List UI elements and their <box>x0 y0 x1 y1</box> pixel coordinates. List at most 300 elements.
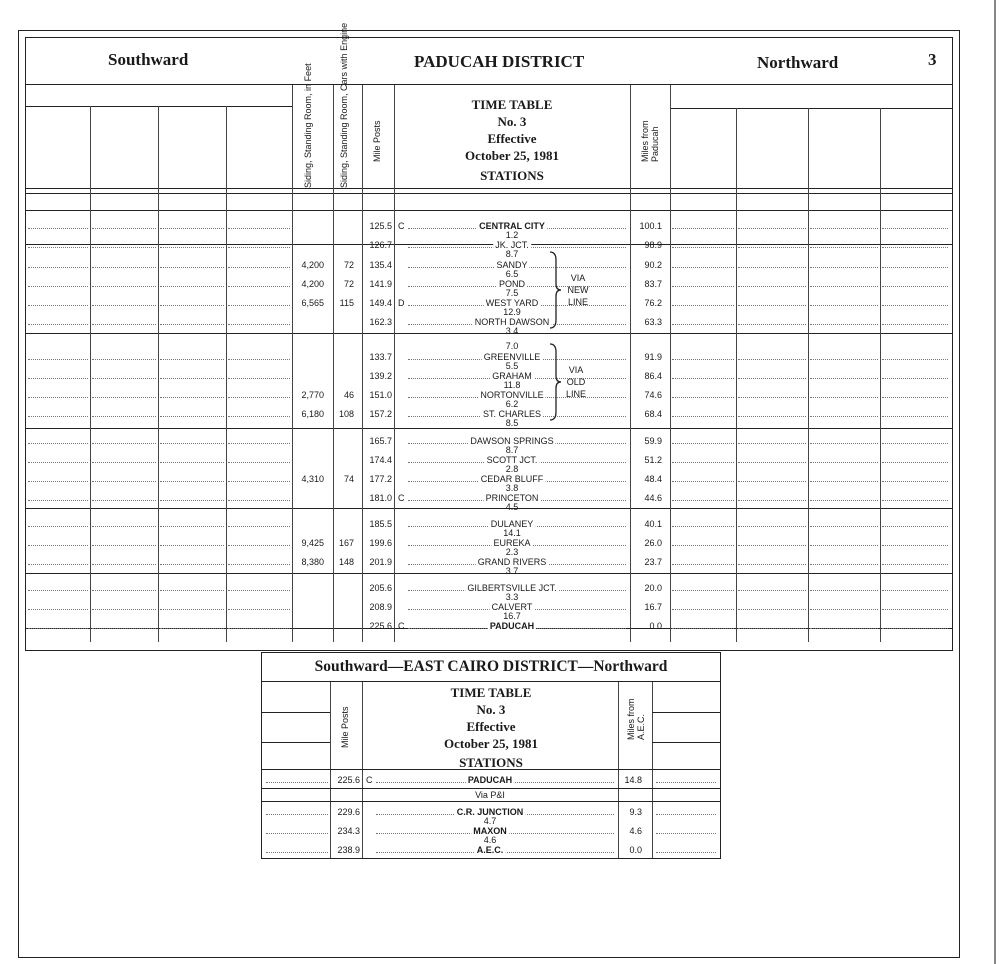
dot-leader <box>92 286 156 287</box>
dot-leader <box>882 443 948 444</box>
dot-leader <box>160 228 224 229</box>
stations-label: STATIONS <box>480 168 544 183</box>
dot-leader <box>882 397 948 398</box>
ec-rule <box>262 801 720 802</box>
dot-leader <box>92 609 156 610</box>
mile-posts-header: Mile Posts <box>372 120 382 162</box>
dot-leader <box>810 564 878 565</box>
dot-leader <box>28 590 88 591</box>
dot-leader <box>672 247 734 248</box>
dot-leader <box>738 416 806 417</box>
dot-leader <box>738 462 806 463</box>
dot-leader <box>228 500 290 501</box>
miles-from-value: 63.3 <box>644 317 662 327</box>
ec-rule <box>262 742 330 743</box>
mile-post-value: 125.5 <box>369 221 392 231</box>
mile-post-value: 199.6 <box>369 538 392 548</box>
siding-feet-value: 6,565 <box>301 298 324 308</box>
dot-leader <box>810 443 878 444</box>
dot-leader <box>882 481 948 482</box>
dot-leader <box>672 564 734 565</box>
dot-leader <box>738 378 806 379</box>
ec-stations-label: STATIONS <box>459 755 523 770</box>
dot-leader <box>160 564 224 565</box>
dot-leader <box>160 545 224 546</box>
ec-timetable-header <box>366 684 616 771</box>
dot-leader <box>160 526 224 527</box>
dot-leader <box>28 359 88 360</box>
mile-post-value: 135.4 <box>369 260 392 270</box>
station-distance: 3.8 <box>505 483 519 493</box>
ec-rule <box>652 742 720 743</box>
mile-post-value: 208.9 <box>369 602 392 612</box>
siding-cars-value: 72 <box>343 260 354 270</box>
dot-leader <box>28 564 88 565</box>
miles-from-value: 40.1 <box>644 519 662 529</box>
dot-leader <box>672 378 734 379</box>
dot-leader <box>882 228 948 229</box>
station-distance: 3.3 <box>505 592 519 602</box>
dot-leader <box>228 443 290 444</box>
miles-from-value: 23.7 <box>644 557 662 567</box>
miles-from-value: 76.2 <box>644 298 662 308</box>
dot-leader <box>228 564 290 565</box>
dot-leader <box>672 526 734 527</box>
siding-feet-value: 4,200 <box>301 260 324 270</box>
station-name: PRINCETON <box>485 493 539 503</box>
dot-leader <box>28 481 88 482</box>
ec-station-name: A.E.C. <box>476 845 504 855</box>
section-divider-1 <box>26 244 952 245</box>
ec-miles-from-value: 4.6 <box>629 826 642 836</box>
station-distance: 8.7 <box>505 249 519 259</box>
miles-from-header: Miles from Paducah <box>640 120 660 162</box>
siding-cars-value: 74 <box>343 474 354 484</box>
mile-post-value: 185.5 <box>369 519 392 529</box>
dot-leader <box>228 526 290 527</box>
dot-leader <box>810 628 878 629</box>
dot-leader <box>28 267 88 268</box>
station-distance: 2.3 <box>505 547 519 557</box>
station-distance: 1.2 <box>505 230 519 240</box>
via-old-line-label <box>562 364 590 400</box>
dot-leader <box>810 378 878 379</box>
dot-leader <box>160 609 224 610</box>
dot-leader <box>228 286 290 287</box>
dot-leader <box>160 324 224 325</box>
siding-cars-value: 115 <box>339 298 354 308</box>
dot-leader <box>738 526 806 527</box>
dot-leader <box>28 628 88 629</box>
ec-rule <box>262 712 330 713</box>
dot-leader <box>228 628 290 629</box>
col-line <box>736 108 737 642</box>
ec-miles-from-value: 0.0 <box>629 845 642 855</box>
dot-leader <box>672 324 734 325</box>
station-distance: 5.5 <box>505 361 519 371</box>
miles-from-value: 90.2 <box>644 260 662 270</box>
miles-from-value: 44.6 <box>644 493 662 503</box>
dot-leader <box>160 378 224 379</box>
mile-post-value: 205.6 <box>369 583 392 593</box>
dot-leader <box>672 305 734 306</box>
dot-leader <box>28 324 88 325</box>
dot-leader <box>672 397 734 398</box>
station-distance: 8.5 <box>505 418 519 428</box>
ec-miles-from-header: Miles from A.E.C. <box>626 698 646 740</box>
dot-leader <box>810 609 878 610</box>
dot-leader <box>160 590 224 591</box>
mile-post-value: 157.2 <box>369 409 392 419</box>
miles-from-value: 59.9 <box>644 436 662 446</box>
miles-from-value: 68.4 <box>644 409 662 419</box>
column-header-bottom <box>26 188 952 189</box>
dot-leader <box>810 590 878 591</box>
dot-leader <box>738 286 806 287</box>
dot-leader <box>28 416 88 417</box>
miles-from-value: 91.9 <box>644 352 662 362</box>
dot-leader <box>738 397 806 398</box>
dot-leader <box>738 267 806 268</box>
dot-leader <box>92 481 156 482</box>
miles-from-value: 26.0 <box>644 538 662 548</box>
station-name: SANDY <box>496 260 528 270</box>
dot-leader <box>810 397 878 398</box>
southward-label: Southward <box>108 50 189 69</box>
siding-feet-value: 8,380 <box>301 557 324 567</box>
station-distance: 3.7 <box>505 566 519 576</box>
dot-leader <box>92 416 156 417</box>
dot-leader <box>882 286 948 287</box>
station-name: CEDAR BLUFF <box>480 474 544 484</box>
dot-leader <box>672 500 734 501</box>
dot-leader <box>228 545 290 546</box>
dot-leader <box>672 628 734 629</box>
dot-leader <box>882 267 948 268</box>
dot-leader <box>882 324 948 325</box>
dot-leader <box>28 397 88 398</box>
dot-leader <box>738 545 806 546</box>
station-distance: 16.7 <box>503 611 521 621</box>
siding-cars-value: 46 <box>343 390 354 400</box>
mile-post-value: 225.6 <box>369 621 392 631</box>
ec-rule <box>262 788 720 789</box>
dot-leader <box>882 545 948 546</box>
siding-feet-value: 4,200 <box>301 279 324 289</box>
timetable-header <box>400 96 624 184</box>
via-new-line-label <box>564 272 592 308</box>
ec-station-code: C <box>366 775 373 785</box>
dot-leader <box>738 305 806 306</box>
district-title: PADUCAH DISTRICT <box>414 52 585 71</box>
ec-col-line <box>652 682 653 858</box>
dot-leader <box>882 359 948 360</box>
dot-leader <box>160 305 224 306</box>
station-name: GREENVILLE <box>483 352 541 362</box>
station-distance: 14.1 <box>503 528 521 538</box>
ec-mile-post-value: 225.6 <box>337 775 360 785</box>
ec-dot-leader <box>266 814 328 815</box>
ec-station-distance: 4.7 <box>483 816 497 826</box>
dot-leader <box>228 462 290 463</box>
dot-leader <box>160 416 224 417</box>
station-name: ST. CHARLES <box>482 409 542 419</box>
ec-dot-leader <box>656 814 716 815</box>
dot-leader <box>882 609 948 610</box>
station-name: GRAHAM <box>492 371 532 381</box>
station-distance: 12.9 <box>503 307 521 317</box>
station-name: WEST YARD <box>485 298 539 308</box>
section-divider-4 <box>26 508 952 509</box>
dot-leader <box>882 378 948 379</box>
dot-leader <box>160 481 224 482</box>
miles-from-value: 74.6 <box>644 390 662 400</box>
dot-leader <box>228 416 290 417</box>
station-code: D <box>398 298 405 308</box>
dot-leader <box>228 481 290 482</box>
col-line <box>292 85 293 642</box>
miles-from-value: 98.9 <box>644 240 662 250</box>
dot-leader <box>228 324 290 325</box>
station-distance: 3.4 <box>505 326 519 336</box>
mile-post-value: 181.0 <box>369 493 392 503</box>
dot-leader <box>882 462 948 463</box>
col-line <box>880 108 881 642</box>
dot-leader <box>810 481 878 482</box>
mile-post-value: 149.4 <box>369 298 392 308</box>
miles-from-value: 48.4 <box>644 474 662 484</box>
col-line <box>158 106 159 642</box>
northward-label: Northward <box>757 53 839 72</box>
dot-leader <box>160 443 224 444</box>
miles-from-value: 86.4 <box>644 371 662 381</box>
mile-post-value: 141.9 <box>369 279 392 289</box>
dot-leader <box>672 228 734 229</box>
ec-timetable-effective: Effective <box>466 719 516 734</box>
ec-dot-leader <box>266 782 328 783</box>
mile-post-value: 174.4 <box>369 455 392 465</box>
dot-leader <box>28 500 88 501</box>
ec-dot-leader <box>656 833 716 834</box>
ec-mile-posts-header: Mile Posts <box>340 706 350 748</box>
east-cairo-title: Southward—EAST CAIRO DISTRICT—Northward <box>314 658 668 675</box>
mile-post-value: 133.7 <box>369 352 392 362</box>
station-distance: 8.7 <box>505 445 519 455</box>
col-line <box>630 85 631 642</box>
dot-leader <box>160 462 224 463</box>
dot-leader <box>810 462 878 463</box>
ec-rule <box>652 712 720 713</box>
station-name: NORTH DAWSON <box>474 317 550 327</box>
dot-leader <box>92 359 156 360</box>
dot-leader <box>92 247 156 248</box>
dot-leader <box>738 359 806 360</box>
ec-via-note: Via P&I <box>475 790 505 800</box>
dot-leader <box>738 564 806 565</box>
mile-post-value: 151.0 <box>369 390 392 400</box>
dot-leader <box>160 359 224 360</box>
dot-leader <box>92 526 156 527</box>
right-col-top-rule <box>670 108 952 109</box>
dot-leader <box>92 267 156 268</box>
dot-leader <box>28 526 88 527</box>
ec-timetable-title: TIME TABLE <box>450 685 532 700</box>
ec-dot-leader <box>656 852 716 853</box>
station-name: GILBERTSVILLE JCT. <box>467 583 557 593</box>
siding-feet-value: 6,180 <box>301 409 324 419</box>
dot-leader <box>810 286 878 287</box>
station-name: DAWSON SPRINGS <box>470 436 554 446</box>
brace-old-line <box>548 342 562 422</box>
station-distance: 11.8 <box>503 380 521 390</box>
dot-leader <box>810 545 878 546</box>
dot-leader <box>160 267 224 268</box>
page-number: 3 <box>928 50 937 69</box>
station-distance: 6.2 <box>505 399 519 409</box>
dot-leader <box>92 378 156 379</box>
via-old-word-1: VIA <box>568 365 584 375</box>
dot-leader <box>92 305 156 306</box>
miles-from-value: 20.0 <box>644 583 662 593</box>
dot-leader <box>28 443 88 444</box>
dot-leader <box>810 228 878 229</box>
dot-leader <box>738 590 806 591</box>
dot-leader <box>672 462 734 463</box>
timetable-effective: Effective <box>487 131 537 146</box>
header-rule <box>26 84 952 85</box>
ec-dot-leader <box>266 833 328 834</box>
station-name: PADUCAH <box>489 621 535 631</box>
dot-leader <box>160 500 224 501</box>
via-old-word-3: LINE <box>565 389 586 399</box>
dot-leader <box>882 628 948 629</box>
dot-leader <box>810 324 878 325</box>
station-distance: 6.5 <box>505 269 519 279</box>
station-name: POND <box>498 279 526 289</box>
section-divider-3 <box>26 428 952 429</box>
siding-feet-header: Siding, Standing Room, in Feet <box>303 63 313 188</box>
dot-leader <box>738 609 806 610</box>
col-line <box>90 106 91 642</box>
dot-leader <box>738 443 806 444</box>
dot-leader <box>28 286 88 287</box>
dot-leader <box>92 462 156 463</box>
dot-leader <box>882 590 948 591</box>
miles-from-value: 83.7 <box>644 279 662 289</box>
dot-leader <box>228 247 290 248</box>
dot-leader <box>92 443 156 444</box>
siding-feet-value: 2,770 <box>301 390 324 400</box>
timetable-number: No. 3 <box>497 114 527 129</box>
ec-station-name: C.R. JUNCTION <box>456 807 524 817</box>
dot-leader <box>92 564 156 565</box>
mile-post-value: 139.2 <box>369 371 392 381</box>
dot-leader <box>92 628 156 629</box>
dot-leader <box>28 247 88 248</box>
siding-cars-value: 108 <box>338 409 354 419</box>
ec-station-name: PADUCAH <box>467 775 513 785</box>
dot-leader <box>672 481 734 482</box>
dot-leader <box>92 228 156 229</box>
ec-station-distance: 4.6 <box>483 835 497 845</box>
siding-cars-value: 167 <box>338 538 354 548</box>
mile-post-value: 162.3 <box>369 317 392 327</box>
dot-leader <box>28 378 88 379</box>
miles-from-value: 100.1 <box>639 221 662 231</box>
dot-leader <box>672 590 734 591</box>
dot-leader <box>738 481 806 482</box>
ec-col-line <box>362 682 363 858</box>
miles-from-value: 16.7 <box>644 602 662 612</box>
via-new-word-1: VIA <box>570 273 586 283</box>
ec-station-name: MAXON <box>473 826 507 836</box>
station-name: EUREKA <box>493 538 531 548</box>
dot-leader <box>228 267 290 268</box>
siding-cars-header: Siding, Standing Room, Cars with Engine <box>339 22 349 188</box>
left-col-top-rule <box>26 106 292 107</box>
ec-mile-post-value: 234.3 <box>337 826 360 836</box>
station-distance: 7.5 <box>505 288 519 298</box>
dot-leader <box>160 247 224 248</box>
station-name: DULANEY <box>490 519 534 529</box>
station-name: CALVERT <box>491 602 533 612</box>
dot-leader <box>882 564 948 565</box>
siding-feet-value: 9,425 <box>301 538 324 548</box>
dot-leader <box>882 305 948 306</box>
dot-leader <box>228 590 290 591</box>
miles-from-value: 51.2 <box>644 455 662 465</box>
station-distance: 7.0 <box>505 341 519 351</box>
ec-miles-from-value: 14.8 <box>624 775 642 785</box>
station-name: GRAND RIVERS <box>477 557 547 567</box>
col-line <box>808 108 809 642</box>
station-name: SCOTT JCT. <box>486 455 538 465</box>
station-code: C <box>398 621 405 631</box>
dot-leader <box>672 359 734 360</box>
dot-leader <box>228 359 290 360</box>
dot-leader <box>672 609 734 610</box>
station-name: NORTONVILLE <box>480 390 544 400</box>
ec-timetable-number: No. 3 <box>476 702 506 717</box>
mile-post-value: 201.9 <box>369 557 392 567</box>
dot-leader <box>810 500 878 501</box>
table-body-top <box>26 210 952 211</box>
siding-cars-value: 148 <box>338 557 354 567</box>
mile-post-value: 126.7 <box>369 240 392 250</box>
station-code: C <box>398 493 405 503</box>
dot-leader <box>810 526 878 527</box>
dot-leader <box>810 305 878 306</box>
ec-miles-from-value: 9.3 <box>629 807 642 817</box>
column-header-bottom-2 <box>26 193 952 194</box>
dot-leader <box>738 228 806 229</box>
scan-edge <box>994 0 996 964</box>
dot-leader <box>882 416 948 417</box>
brace-new-line <box>548 250 562 330</box>
station-name: JK. JCT. <box>495 240 529 250</box>
dot-leader <box>28 545 88 546</box>
ec-dot-leader <box>656 782 716 783</box>
dot-leader <box>92 500 156 501</box>
ec-timetable-date: October 25, 1981 <box>444 736 538 751</box>
via-new-word-2: NEW <box>567 285 589 295</box>
via-old-word-2: OLD <box>566 377 586 387</box>
dot-leader <box>228 305 290 306</box>
timetable-date: October 25, 1981 <box>465 148 559 163</box>
dot-leader <box>810 267 878 268</box>
dot-leader <box>882 526 948 527</box>
dot-leader <box>738 500 806 501</box>
